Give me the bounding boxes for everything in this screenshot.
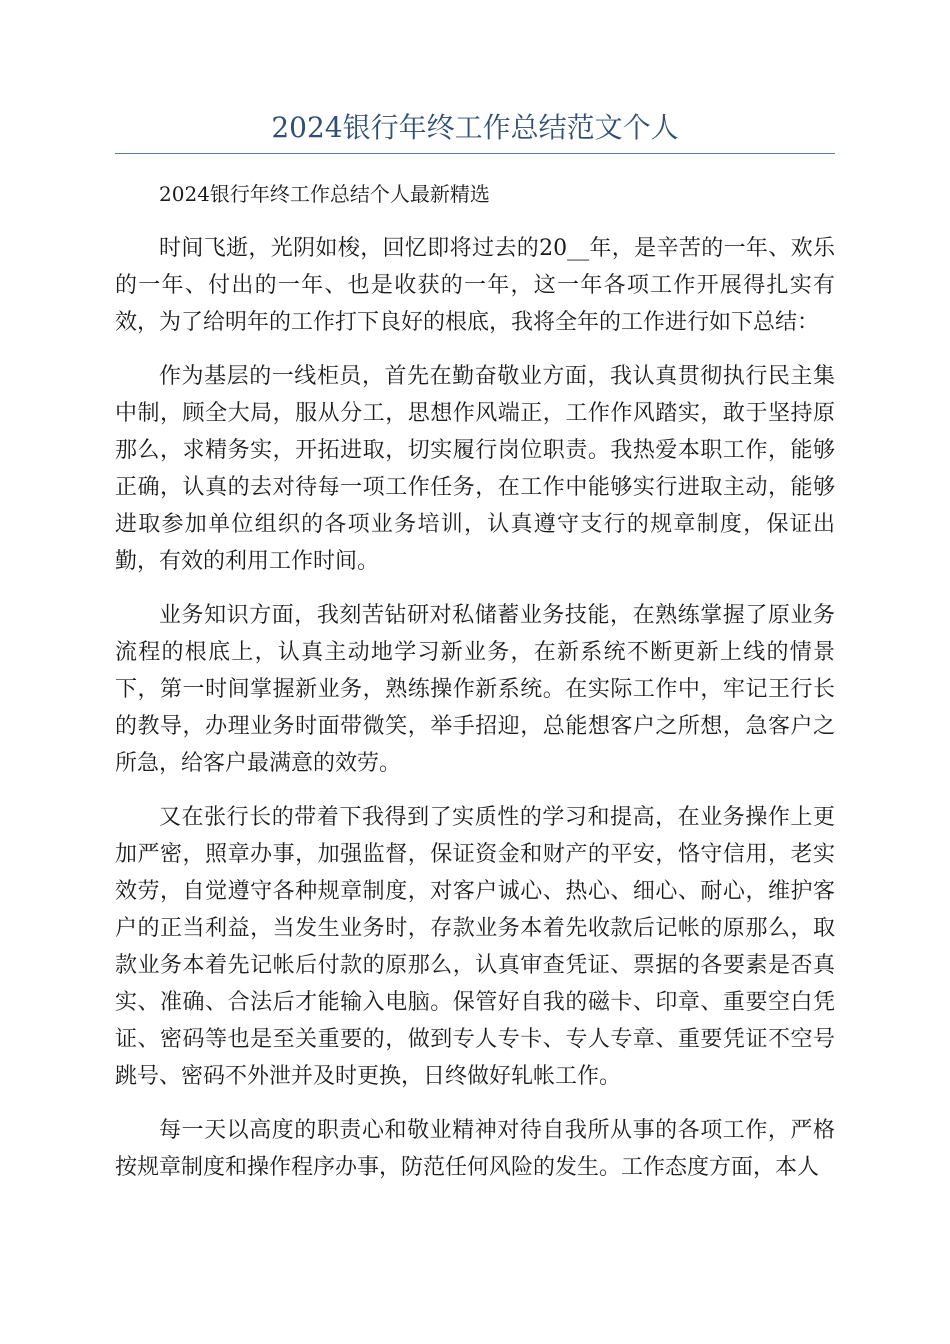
document-body — [115, 176, 835, 1203]
paragraph-operations: 又在张行长的带着下我得到了实质性的学习和提高，在业务操作上更加严密，照章办事，加强监督，保证资金和财产的平安，恪守信用，老实效劳，自觉遵守各种规章制度，对客户诚心、热心、细心、耐心，维护客户的正当利益，当发生业务时，存款业务本着先收款后记帐的原那么，取款业务本着先记帐后付款的原那么，认真审查凭证、票据的各要素是否真实、准确、合法后才能输入电脑。保管好自我的磁卡、印章、重要空白凭证、密码等也是至关重要的，做到专人专卡、专人专章、重要凭证不空号跳号、密码不外泄并及时更换，日终做好轧帐工作。 — [115, 805, 835, 1089]
paragraph-diligence: 作为基层的一线柜员，首先在勤奋敬业方面，我认真贯彻执行民主集中制，顾全大局，服从分工，思想作风端正，工作作风踏实，敢于坚持原那么，求精务实，开拓进取，切实履行岗位职责。我热爱本职工作，能够正确，认真的去对待每一项工作任务，在工作中能够实行进取主动，能够进取参加单位组织的各项业务培训，认真遵守支行的规章制度，保证出勤，有效的利用工作时间。 — [115, 364, 835, 574]
document-subtitle: 2024银行年终工作总结个人最新精选 — [159, 182, 490, 206]
paragraph-intro: 时间飞逝，光阴如梭，回忆即将过去的20__年，是辛苦的一年、欢乐的一年、付出的一年、也是收获的一年，这一年各项工作开展得扎实有效，为了给明年的工作打下良好的根底，我将全年的工作进行如下总结： — [115, 236, 835, 335]
document-title: 2024银行年终工作总结范文个人 — [271, 111, 679, 144]
paragraph-business-knowledge: 业务知识方面，我刻苦钻研对私储蓄业务技能，在熟练掌握了原业务流程的根底上，认真主动地学习新业务，在新系统不断更新上线的情景下，第一时间掌握新业务，熟练操作新系统。在实际工作中，牢记王行长的教导，办理业务时面带微笑，举手招迎，总能想客户之所想，急客户之所急，给客户最满意的效劳。 — [115, 603, 835, 776]
title-underline — [115, 153, 835, 154]
paragraph-attitude: 每一天以高度的职责心和敬业精神对待自我所从事的各项工作，严格按规章制度和操作程序办事，防范任何风险的发生。工作态度方面，本人 — [115, 1118, 835, 1180]
